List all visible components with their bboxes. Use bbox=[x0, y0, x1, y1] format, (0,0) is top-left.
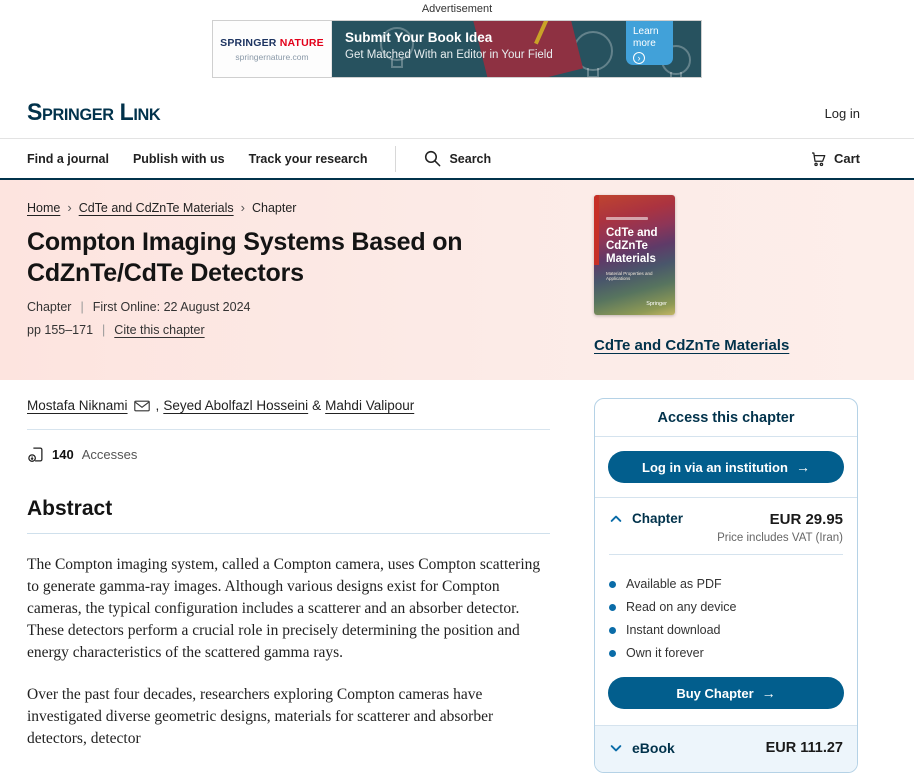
nav-find-a-journal[interactable]: Find a journal bbox=[27, 151, 109, 166]
chapter-toggle[interactable] bbox=[609, 511, 683, 526]
access-panel-title: Access this chapter bbox=[595, 399, 857, 437]
breadcrumb-home[interactable]: Home bbox=[27, 200, 61, 215]
ad-section bbox=[0, 0, 914, 78]
learn-more-arrow-icon: › bbox=[633, 52, 645, 64]
chapter-pricing-section bbox=[595, 498, 857, 565]
author-link[interactable]: Mostafa Niknami bbox=[27, 398, 128, 413]
cart-button[interactable] bbox=[809, 150, 860, 168]
abstract-heading: Abstract bbox=[27, 497, 113, 520]
feature-item bbox=[609, 623, 843, 637]
ebook-section-label[interactable]: eBook bbox=[632, 740, 675, 756]
search-button[interactable] bbox=[424, 150, 491, 167]
vat-note: Price includes VAT (Iran) bbox=[717, 532, 843, 544]
cover-title: CdTe and CdZnTe Materials bbox=[606, 227, 658, 266]
access-sidebar bbox=[594, 398, 858, 773]
book-cover-spine bbox=[594, 195, 599, 265]
breadcrumb-chapter: Chapter bbox=[251, 200, 297, 215]
springerlink-logo[interactable]: Springer Link bbox=[27, 99, 161, 126]
section-divider bbox=[609, 554, 843, 555]
abstract-paragraph: The Compton imaging system, called a Compton camera, uses Compton scattering to generate gamma-ray images. Although various designs exist for Compton cameras, the typical configuration includes a scatterer and an absorber detector. These detectors perform a crucial role in precisely determining the position and energy characteristics of the scattered gamma rays. bbox=[27, 556, 541, 661]
section-divider bbox=[27, 429, 550, 430]
chevron-up-icon[interactable] bbox=[609, 512, 623, 526]
search-icon bbox=[424, 150, 441, 167]
chevron-down-icon[interactable] bbox=[609, 741, 623, 755]
author-link[interactable]: Mahdi Valipour bbox=[325, 398, 415, 413]
institution-login-section bbox=[595, 437, 857, 498]
cart-icon bbox=[809, 150, 827, 168]
ebook-pricing-row[interactable] bbox=[595, 725, 857, 772]
search-label: Search bbox=[449, 151, 492, 166]
cart-label: Cart bbox=[833, 151, 860, 166]
cover-publisher-logo: Springer bbox=[646, 301, 667, 307]
feature-label: Instant download bbox=[626, 623, 721, 637]
book-cover-image[interactable] bbox=[594, 195, 675, 315]
feature-item bbox=[609, 577, 843, 591]
learn-more-label: Learn more bbox=[633, 26, 659, 49]
main-nav bbox=[0, 138, 914, 180]
bullet-icon bbox=[609, 604, 616, 611]
accesses-icon bbox=[27, 446, 44, 463]
email-icon[interactable] bbox=[134, 400, 150, 412]
nav-track-your-research[interactable]: Track your research bbox=[248, 151, 368, 166]
springer-nature-logo bbox=[220, 37, 324, 49]
chapter-price-block bbox=[717, 511, 843, 544]
institution-button-label: Log in via an institution bbox=[642, 459, 788, 475]
nav-divider bbox=[395, 146, 396, 172]
content-type-label: Chapter bbox=[27, 300, 72, 314]
authors-line bbox=[27, 398, 550, 413]
feature-item bbox=[609, 600, 843, 614]
meta-divider: | bbox=[102, 323, 106, 337]
ad-creative[interactable] bbox=[332, 21, 701, 77]
login-link[interactable]: Log in bbox=[824, 105, 860, 121]
bullet-icon bbox=[609, 581, 616, 588]
author-separator: , bbox=[155, 398, 160, 413]
ad-domain-text: springernature.com bbox=[235, 51, 309, 62]
cover-subtitle: Material Properties and Applications bbox=[606, 271, 653, 282]
main-content bbox=[0, 380, 914, 773]
buy-chapter-label: Buy Chapter bbox=[676, 685, 754, 701]
site-header bbox=[0, 88, 914, 138]
login-via-institution-button[interactable] bbox=[608, 451, 844, 483]
arrow-right-icon: → bbox=[795, 459, 810, 475]
springer-wordmark: SPRINGER bbox=[220, 36, 277, 49]
accesses-label: Accesses bbox=[81, 447, 138, 462]
ad-subheadline: Get Matched With an Editor in Your Field bbox=[345, 49, 553, 61]
abstract-divider bbox=[27, 533, 550, 534]
access-this-chapter-panel bbox=[594, 398, 858, 773]
arrow-right-icon: → bbox=[761, 685, 776, 701]
chapter-hero bbox=[0, 180, 914, 380]
chapter-price-row bbox=[609, 511, 843, 544]
feature-label: Own it forever bbox=[626, 646, 704, 660]
nav-publish-with-us[interactable]: Publish with us bbox=[132, 151, 225, 166]
author-link[interactable]: Seyed Abolfazl Hosseini bbox=[163, 398, 309, 413]
breadcrumb-separator-icon: › bbox=[67, 200, 72, 215]
ad-publisher-logo bbox=[213, 21, 332, 77]
author-separator: & bbox=[312, 398, 322, 413]
chapter-section-label[interactable]: Chapter bbox=[632, 511, 684, 526]
cite-this-chapter-link[interactable]: Cite this chapter bbox=[114, 323, 205, 337]
feature-label: Available as PDF bbox=[626, 577, 722, 591]
abstract-paragraph: Over the past four decades, researchers exploring Compton cameras have investigated diverse geometric designs, materials for scatterer and absorber detectors, detector bbox=[27, 686, 494, 747]
ebook-price: EUR 111.27 bbox=[765, 740, 843, 756]
buy-chapter-button[interactable] bbox=[608, 677, 844, 709]
book-title-link[interactable]: CdTe and CdZnTe Materials bbox=[594, 337, 790, 354]
metrics-row bbox=[27, 446, 550, 463]
article-column bbox=[27, 398, 550, 773]
feature-label: Read on any device bbox=[626, 600, 737, 614]
bullet-icon bbox=[609, 650, 616, 657]
bullet-icon bbox=[609, 627, 616, 634]
learn-more-button[interactable] bbox=[626, 21, 673, 65]
buy-chapter-section bbox=[595, 671, 857, 725]
breadcrumb-book[interactable]: CdTe and CdZnTe Materials bbox=[78, 200, 234, 215]
accesses-count: 140 bbox=[52, 447, 74, 462]
feature-item bbox=[609, 646, 843, 660]
breadcrumb-separator-icon: › bbox=[240, 200, 245, 215]
page-title: Compton Imaging Systems Based on CdZnTe/CdTe Detectors bbox=[27, 228, 463, 287]
first-online-date: First Online: 22 August 2024 bbox=[92, 300, 251, 314]
advertisement-label: Advertisement bbox=[421, 3, 493, 15]
ad-banner[interactable] bbox=[212, 20, 702, 78]
meta-divider: | bbox=[80, 300, 84, 314]
page-range: pp 155–171 bbox=[27, 323, 94, 337]
nature-wordmark: NATURE bbox=[279, 36, 324, 49]
ad-headline: Submit Your Book Idea bbox=[345, 30, 493, 45]
chapter-price: EUR 29.95 bbox=[769, 511, 843, 528]
chapter-features-list bbox=[595, 565, 857, 671]
cover-editor-line bbox=[606, 217, 648, 220]
book-info bbox=[594, 195, 858, 355]
